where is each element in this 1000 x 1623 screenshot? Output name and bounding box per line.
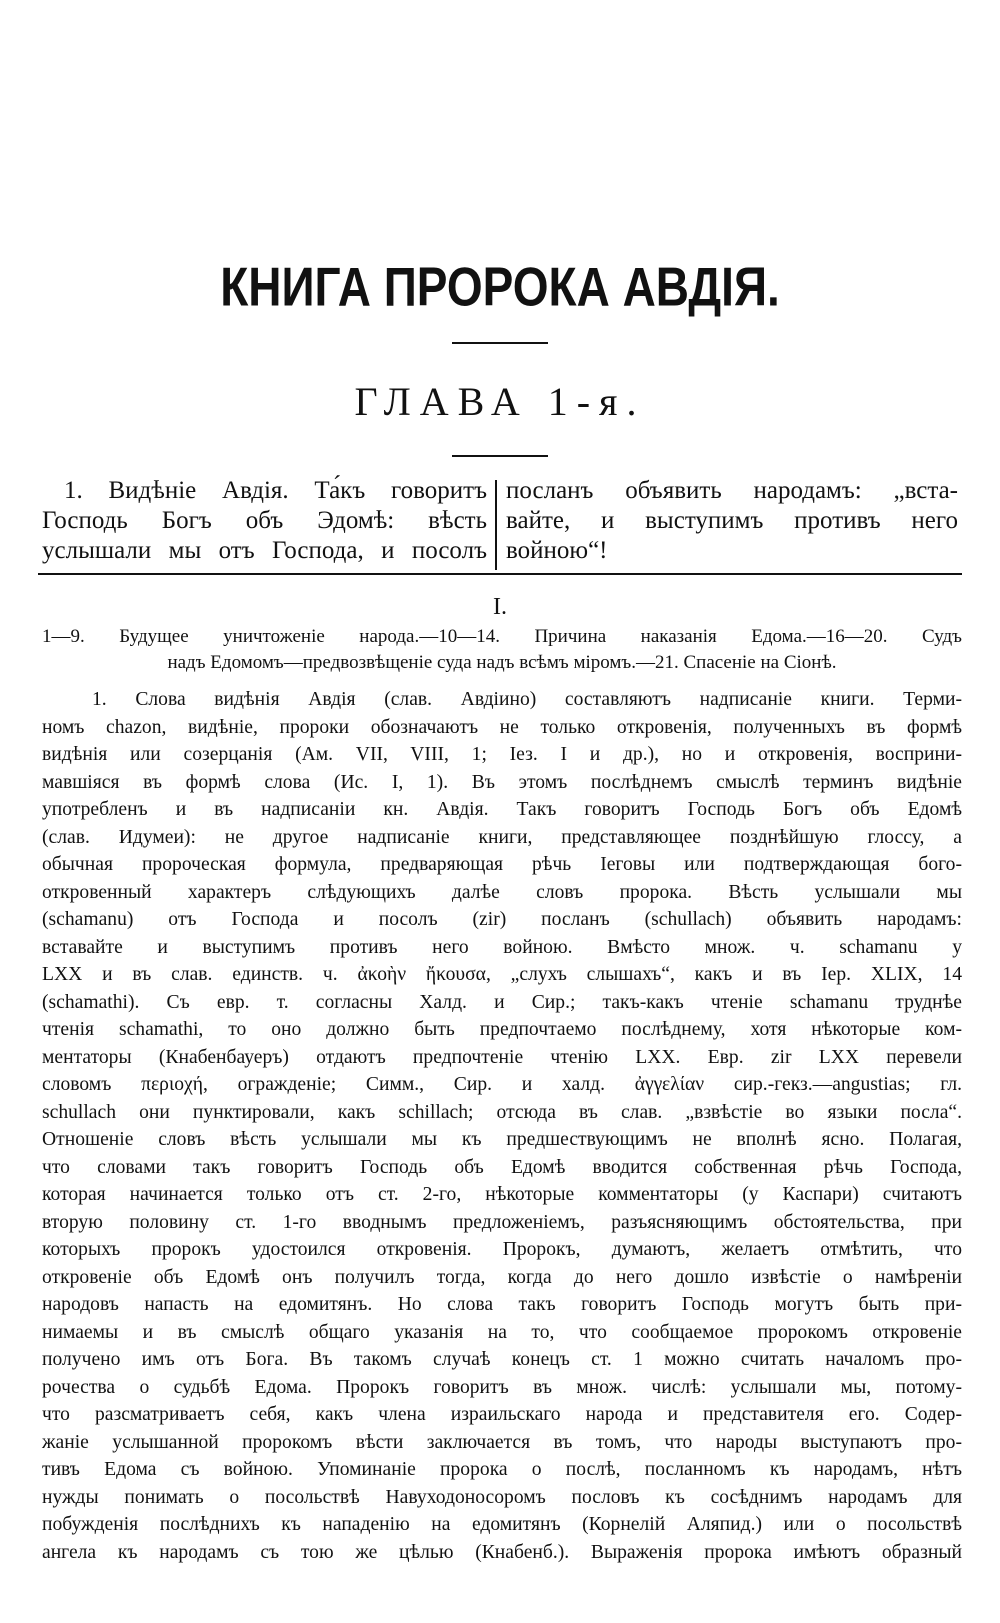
title-rule-lower [452, 455, 548, 457]
verse-line: вайте, и выступимъ противъ него [506, 507, 958, 534]
section-number: I. [493, 594, 507, 620]
commentary-line: ангела къ народамъ съ тою же цѣлью (Кнабенб.). Выраженія пророка имѣютъ образный [42, 1541, 962, 1563]
verse-line: посланъ объявить народамъ: „вста- [506, 477, 958, 504]
commentary-line: чтенія schamathi, то оно должно быть предпочтаемо послѣднему, хотя нѣкоторые ком- [42, 1019, 962, 1040]
commentary-line: (schamanu) отъ Господа и посолъ (zir) посланъ (schullach) объявить народамъ: [42, 909, 962, 930]
commentary-line: вторую половину ст. 1-го вводнымъ предложеніемъ, разъясняющимъ обстоятельства, при [42, 1211, 962, 1233]
commentary-line: что разсматриваетъ себя, какъ члена израильскаго народа и представителя его. Содер- [42, 1404, 962, 1425]
summary-line: 1—9. Будущее уничтоженіе народа.—10—14. Причина наказанія Едома.—16—20. Судъ [42, 626, 962, 647]
summary-line: надъ Едомомъ—предвозвѣщеніе суда надъ всѣмъ міромъ.—21. Спасеніе на Сіонѣ. [167, 652, 837, 673]
commentary-line: обычная пророческая формула, предваряющая рѣчь Іеговы или подтверждающая бого- [42, 854, 962, 875]
commentary-line: получено имъ отъ Бога. Въ такомъ случаѣ конецъ ст. 1 можно считать началомъ про- [42, 1349, 962, 1370]
commentary-line: (слав. Идумеи): не другое надписаніе книги, представляющее позднѣйшую глоссу, а [42, 826, 962, 848]
commentary-line: вставайте и выступимъ противъ него войною. Вмѣсто множ. ч. schamanu у [42, 936, 962, 958]
commentary-line: Отношеніе словъ вѣсть услышали мы къ предшествующимъ не вполнѣ ясно. Полагая, [42, 1129, 962, 1150]
commentary-line: нужды понимать о посольствѣ Навуходоносоромъ пословъ къ сосѣднимъ народамъ для [42, 1486, 962, 1508]
commentary-line: schullach они пунктировали, какъ schillach; отсюда въ слав. „взвѣстіе во языки посла“. [42, 1101, 962, 1123]
verse-text-left-column [42, 476, 487, 566]
commentary-line: 1. Слова видѣнія Авдія (слав. Авдіино) составляютъ надписаніе книги. Терми- [92, 689, 962, 710]
column-divider [495, 480, 497, 570]
verse-line: Господь Богъ объ Эдомѣ: вѣсть [42, 507, 487, 534]
verse-line: услышали мы отъ Господа, и посолъ [42, 537, 487, 564]
commentary-line: словомъ περιοχή, огражденіе; Симм., Сир. и халд. ἀγγελίαν сир.-гекз.—angustias; гл. [42, 1074, 962, 1095]
book-title: КНИГА ПРОРОКА АВДІЯ. [220, 256, 780, 318]
section-summary [42, 624, 962, 676]
commentary-line: жаніе услышанной пророкомъ вѣсти заключается въ томъ, что народы выступаютъ про- [42, 1431, 962, 1453]
commentary-line: тивъ Едома съ войною. Упоминаніе пророка о послѣ, посланномъ къ народамъ, нѣтъ [42, 1459, 962, 1480]
commentary-line: видѣнія или созерцанія (Ам. VII, VIII, 1; Іез. I и др.), но и откровенія, восприни- [42, 744, 962, 765]
commentary-line: которыхъ пророкъ удостоился откровенія. Пророкъ, думаютъ, желаетъ отмѣтить, что [42, 1239, 962, 1260]
verse-bottom-rule [38, 573, 962, 575]
verse-line: 1. Видѣніе Авдія. Та́къ говоритъ [64, 477, 487, 504]
commentary-line: номъ chazon, видѣніе, пророки обозначаютъ не только откровенія, полученныхъ въ формѣ [42, 716, 962, 738]
verse-line: войною“! [506, 537, 608, 564]
commentary-line: LXX и въ слав. единств. ч. ἀκοὴν ἤκουσα, „слухъ слышахъ“, какъ и въ Іер. XLIX, 14 [42, 964, 962, 985]
commentary-line: побужденія послѣднихъ къ нападенію на едомитянъ (Корнелій Аляпид.) или о посольствѣ [42, 1514, 962, 1535]
verse-text-right-column [506, 476, 958, 566]
commentary-line: которая начинается только отъ ст. 2-го, нѣкоторые комментаторы (у Каспари) считаютъ [42, 1184, 962, 1205]
commentary-line: (schamathi). Съ евр. т. согласны Халд. и Сир.; такъ-какъ чтеніе schamanu труднѣе [42, 991, 962, 1013]
commentary-body [42, 686, 962, 1566]
commentary-line: нимаемы и въ смыслѣ общаго указанія на то, что сообщаемое пророкомъ откровеніе [42, 1321, 962, 1343]
commentary-line: народовъ напасть на едомитянъ. Но слова такъ говоритъ Господь могутъ быть при- [42, 1294, 962, 1315]
commentary-line: мавшіяся въ формѣ слова (Ис. I, 1). Въ этомъ послѣднемъ смыслѣ терминъ видѣніе [42, 771, 962, 793]
title-rule-upper [452, 342, 548, 344]
commentary-line: откровеніе объ Едомѣ онъ получилъ тогда, когда до него дошло извѣстіе о намѣреніи [42, 1266, 962, 1288]
commentary-line: ментаторы (Кнабенбауеръ) отдаютъ предпочтеніе чтенію LXX. Евр. zir LXX перевели [42, 1046, 962, 1068]
commentary-line: рочества о судьбѣ Едома. Пророкъ говоритъ въ множ. числѣ: услышали мы, потому- [42, 1376, 962, 1398]
commentary-line: откровенный характеръ слѣдующихъ далѣе словъ пророка. Вѣсть услышали мы [42, 881, 962, 903]
chapter-title: ГЛАВА 1-я. [354, 379, 646, 424]
commentary-line: что словами такъ говоритъ Господь объ Едомѣ вводится собственная рѣчь Господа, [42, 1156, 962, 1178]
commentary-line: употребленъ и въ надписаніи кн. Авдія. Такъ говоритъ Господь Богъ объ Едомѣ [42, 799, 962, 820]
